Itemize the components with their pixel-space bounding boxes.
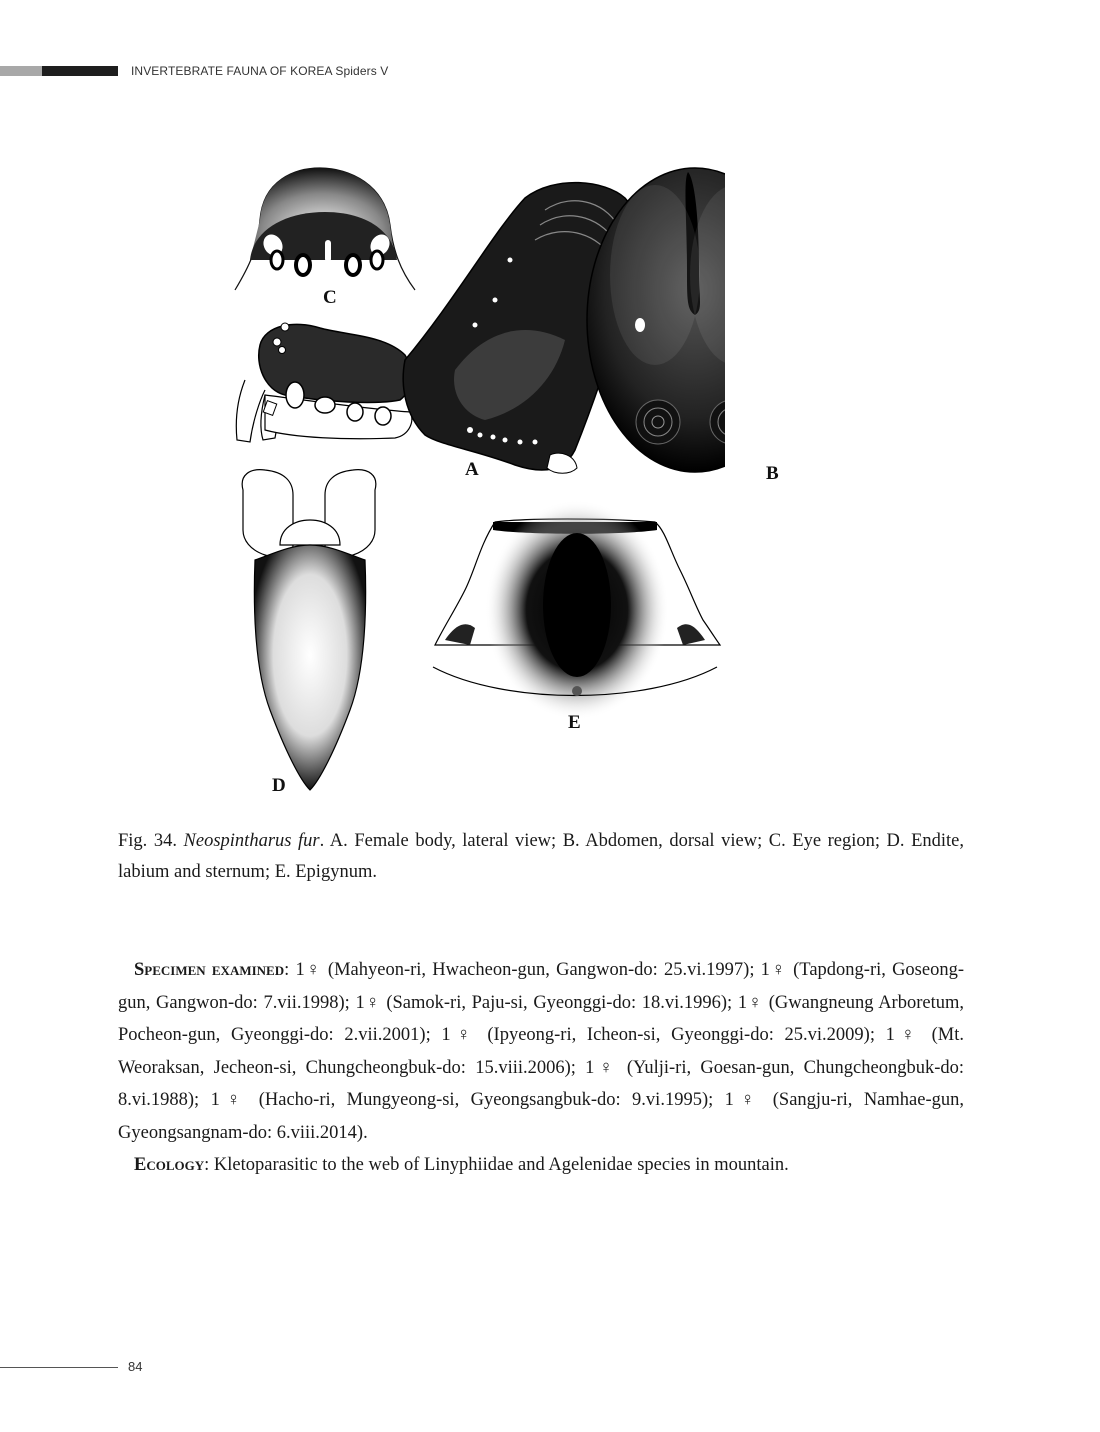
specimens-paragraph [118,954,964,1149]
figure-34 [225,150,779,800]
running-title: INVERTEBRATE FAUNA OF KOREA Spiders V [131,64,389,78]
panel-label-e: E [568,712,581,733]
panel-label-d: D [272,775,286,796]
caption-prefix: Fig. 34. [118,831,177,851]
page-number: 84 [128,1359,143,1374]
ecology-paragraph [118,1149,964,1182]
header-bar-dark [42,66,118,76]
panel-label-b: B [766,463,779,484]
panel-c-eye-region [235,168,415,290]
ecology-label: Ecology [134,1155,205,1175]
main-text [118,954,964,1182]
specimens-label: Specimen examined [134,960,285,980]
header-bar-light [0,66,42,76]
figure-caption [118,826,964,888]
caption-text: . A. Female body, lateral view; B. Abdomen, dorsal view; C. Eye region; D. Endite, labium and sternum; E. Epigynum. [118,831,964,882]
panel-label-c: C [323,287,337,308]
ecology-text: : Kletoparasitic to the web of Linyphiidae and Agelenidae species in mountain. [204,1155,789,1175]
footer-rule [0,1367,118,1368]
panel-e-epigynum [433,500,720,720]
specimens-text: : 1♀ (Mahyeon-ri, Hwacheon-gun, Gangwon-do: 25.vi.1997); 1♀ (Tapdong-ri, Goseong-gun, Gangwon-do: 7.vii.1998); 1♀ (Samok-ri, Paju-si, Gyeonggi-do: 18.vi.1996); 1♀ (Gwangneung Arboretum, Pocheon-gun, Gyeonggi-do: 2.vii.2001); 1♀ (Ipyeong-ri, Icheon-si, Gyeonggi-do: 25.vi.2009); 1♀ (Mt. Weoraksan, Jecheon-si, Chungcheongbuk-do: 15.viii.2006); 1♀ (Yulji-ri, Goesan-gun, Chungcheongbuk-do: 8.vi.1988); 1♀ (Hacho-ri, Mungyeong-si, Gyeongsangbuk-do: 9.vi.1995); 1♀ (Sangju-ri, Namhae-gun, Gyeongsangnam-do: 6.viii.2014). [118,960,965,1143]
caption-species: Neospintharus fur [183,831,320,851]
panel-d-sternum [242,470,376,790]
panel-label-a: A [465,459,479,480]
